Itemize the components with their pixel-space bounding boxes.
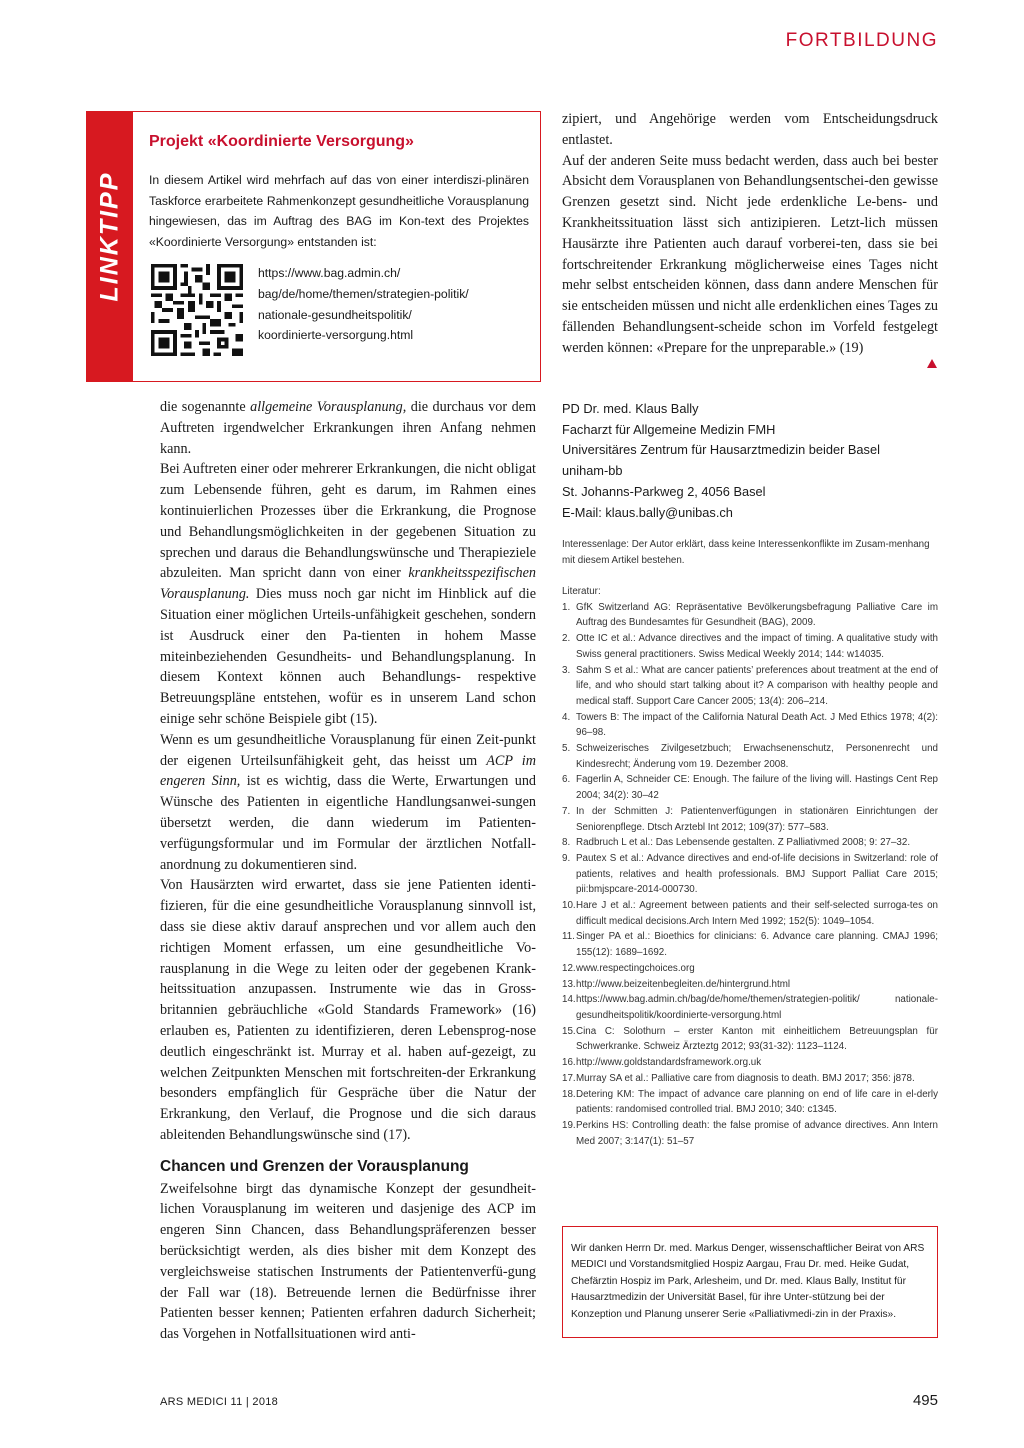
reference-text: Otte IC et al.: Advance directives and the impact of timing. A qualitative study with Swiss general practitioners. Swiss Medical Weekly 2014; 144: w14035. — [576, 633, 938, 660]
reference-item — [562, 772, 938, 803]
reference-number: 9. — [562, 852, 571, 864]
reference-number: 19. — [562, 1119, 576, 1131]
body-paragraph: Wenn es um gesundheitliche Vorausplanung für einen Zeit-punkt der eigenen Urteilsunfähigkeit geht, das heisst um ACP im engeren Sinn, ist es wichtig, dass die Werte, Erwartungen und Wünsche des Patienten in eigentliche Handlungsanwei-sungen übersetzt werden, die dann wiederum im Patienten-verfügungsformular und im Formular der ärztlichen Notfall-anordnung zu dokumentieren sind. — [160, 731, 537, 873]
reference-item — [562, 1055, 938, 1071]
author-address: St. Johanns-Parkweg 2, 4056 Basel — [562, 483, 766, 499]
reference-text: Murray SA et al.: Palliative care from diagnosis to death. BMJ 2017; 356: j878. — [576, 1072, 915, 1084]
reference-text: Detering KM: The impact of advance care planning on end of life care in el-derly patients: randomised controlled trial. BMJ 2010; 340: c1345. — [576, 1088, 938, 1116]
reference-item — [562, 741, 938, 772]
body-paragraph: die sogenannte allgemeine Vorausplanung, die durchaus vor dem Auftreten irgendwelcher Erkrankungen ihren Anfang nehmen kann. — [160, 399, 537, 457]
reference-number: 2. — [562, 633, 571, 645]
url-line: bag/de/home/themen/strategien-politik/ — [258, 286, 469, 301]
reference-number: 14. — [562, 994, 576, 1006]
reference-text: Pautex S et al.: Advance directives and end-of-life decisions in Switzerland: role of patients, relatives and health professionals. BMJ Support Palliat Care 2015; pii:bmjspcare-2014-000730. — [576, 852, 938, 896]
reference-text: Hare J et al.: Agreement between patients and their self-selected surroga-tes on difficult medical decisions.Arch Intern Med 1992; 152(5): 1049–1054. — [576, 900, 938, 927]
url-line: koordinierte-versorgung.html — [258, 328, 414, 343]
reference-number: 16. — [562, 1057, 576, 1069]
reference-item — [562, 631, 938, 662]
reference-text: Radbruch L et al.: Das Lebensende gestalten. Z Palliativmed 2008; 9: 27–32. — [576, 837, 911, 849]
reference-item — [562, 961, 938, 977]
footer-journal: ARS MEDICI 11 | 2018 — [160, 1396, 279, 1408]
reference-number: 1. — [562, 601, 571, 613]
reference-item — [562, 992, 938, 1023]
body-paragraph: Bei Auftreten einer oder mehrerer Erkrankungen, die nicht obligat zum Lebensende führen, geht es darum, im Rahmen eines kontinuierlichen Prozesses über die Erkrankung, die Prognose und Behandlungsmöglichkeiten in der gegebenen Situation zu sprechen und daraus die Behandlungswünsche und Therapieziele abzuleiten. Man spricht dann von einer krankheitsspezifischen Vorausplanung. Dies muss noch gar nicht im Hinblick auf die Situation einer möglichen Urteils-unfähigkeit geschehen, sondern ist Ausdruck einer den Pa-tienten in hohem Masse miteinbeziehenden Gesundheits- und Behandlungsplanung. In diesem Kontext können auch Behandlungs- respektive Betreuungspläne entstehen, wofür es in unserem Land schon einige sehr schöne Beispiele gibt (15). — [160, 461, 536, 727]
body-paragraph: Zweifelsohne birgt das dynamische Konzept der gesundheit-lichen Vorausplanung im weiteren und dasjenige des ACP im engeren Sinn Chancen, dass Behandlungspräferenzen besser berücksichtigt werden, als dies bisher mit dem Konzept des vergleichsweise statischen Instruments der Patientenverfü-gung der Fall war (18). Betreuende lernen die Bedürfnisse ihrer Patienten besser kennen; Patienten erfahren dadurch Sicherheit; das Vorgehen in Notfallsituationen wird anti- — [160, 1180, 536, 1343]
reference-number: 17. — [562, 1072, 576, 1084]
reference-text: http://www.beizeitenbegleiten.de/hintergrund.html — [576, 978, 791, 990]
reference-number: 4. — [562, 711, 571, 723]
author-info — [562, 399, 880, 523]
author-institution: Universitäres Zentrum für Hausarztmedizin beider Basel — [562, 442, 880, 458]
reference-item — [562, 663, 938, 710]
body-paragraph: zipiert, und Angehörige werden vom Entscheidungsdruck entlastet. — [562, 111, 938, 148]
reference-number: 7. — [562, 805, 571, 817]
author-title: Facharzt für Allgemeine Medizin FMH — [562, 421, 776, 437]
reference-number: 15. — [562, 1025, 576, 1037]
page-number: 495 — [912, 1392, 938, 1409]
reference-text: http://www.goldstandardsframework.org.uk — [576, 1057, 762, 1069]
reference-text: In der Schmitten J: Patientenverfügungen in stationären Einrichtungen der Seniorenpflege. Dtsch Arztebl Int 2012; 109(37): 577–583. — [576, 805, 938, 833]
reference-text: GfK Switzerland AG: Repräsentative Bevölkerungsbefragung Palliative Care im Auftrag des Bundesamtes für Gesundheit (BAG), 2009. — [576, 601, 938, 629]
url-line: nationale-gesundheitspolitik/ — [258, 307, 412, 322]
reference-number: 18. — [562, 1088, 576, 1100]
reference-item — [562, 1071, 938, 1087]
linktipp-box — [133, 111, 541, 382]
reference-text: https://www.bag.admin.ch/bag/de/home/themen/strategien-politik/ nationale-gesundheitspolitik/koordinierte-versorgung.html — [576, 994, 938, 1021]
reference-item — [562, 710, 938, 741]
reference-item — [562, 1087, 938, 1118]
body-paragraph: Von Hausärzten wird erwartet, dass sie jene Patienten identi-fizieren, für die eine gesundheitliche Vorausplanung sinnvoll ist, dass sie diese aktiv darauf ansprechen und vor allem auch den richtigen Moment erfassen, um eine gesundheitliche Vo-rausplanung in die Wege zu leiten oder der gegebenen Krank-heitssituation anzupassen. Instrumente wie das in Gross-britannien gebräuchliche «Gold Standards Framework» (16) erlauben es, Patienten zu identifizieren, deren Lebensprog-nose deutlich eingeschränkt ist. Murray et al. haben auf-gezeigt, zu welchen Zeitpunkten Menschen mit fortschreiten-der Erkrankung besonders empfänglich für Gespräche über die Natur der Erkrankung, den Verlauf, die Prognose und die sich daraus ableitenden Behandlungswünsche sind (17). — [160, 877, 536, 1143]
linktipp-url[interactable] — [258, 263, 469, 346]
reference-number: 8. — [562, 837, 571, 849]
linktipp-text: In diesem Artikel wird mehrfach auf das von einer interdiszi-plinären Taskforce erarbeitete Rahmenkonzept gesundheitliche Vorausplanung hingewiesen, das im Auftrag des BAG im Kon-text des Projektes «Koordinierte Versorgung» entstanden ist: — [149, 173, 529, 249]
linktipp-tab-label: LINKTIPP — [95, 171, 124, 302]
linktipp-title: Projekt «Koordinierte Versorgung» — [149, 133, 414, 150]
reference-number: 5. — [562, 743, 571, 755]
literature-list — [562, 584, 938, 1149]
left-column — [160, 397, 536, 1345]
url-line: https://www.bag.admin.ch/ — [258, 266, 401, 280]
reference-text: www.respectingchoices.org — [576, 962, 695, 974]
qr-code-icon — [151, 264, 243, 356]
reference-text: Schweizerisches Zivilgesetzbuch; Erwachsenenschutz, Personenrecht und Kindesrecht; Änderung vom 19. Dezember 2008. — [576, 743, 938, 770]
reference-text: Towers B: The impact of the California Natural Death Act. J Med Ethics 1978; 4(2): 96–98. — [576, 711, 938, 739]
reference-item — [562, 1118, 938, 1149]
acknowledgement-box: Wir danken Herrn Dr. med. Markus Denger, wissenschaftlicher Beirat von ARS MEDICI und Vorstandsmitglied Hospiz Aargau, Frau Dr. med. Heike Gudat, Chefärztin Hospiz im Park, Arlesheim, und Dr. med. Klaus Bally, Institut für Hausarztmedizin der Universität Basel, für ihre Unter-stützung bei der Konzeption und Planung unserer Serie «Palliativmedi-zin in der Praxis». — [562, 1226, 938, 1338]
reference-item — [562, 898, 938, 929]
reference-number: 3. — [562, 664, 571, 676]
reference-text: Singer PA et al.: Bioethics for clinicians: 6. Advance care planning. CMAJ 1996; 155(12): 1689–1692. — [576, 931, 938, 959]
reference-text: Sahm S et al.: What are cancer patients’ preferences about treatment at the end of life, and who should start talking about it? A comparison with healthy people and medical staff. Support Care Cancer 2005; 13(4): 206–214. — [576, 664, 938, 707]
author-email[interactable]: E-Mail: klaus.bally@unibas.ch — [562, 504, 733, 520]
reference-text: Perkins HS: Controlling death: the false promise of advance directives. Ann Intern Med 2007; 3:147(1): 51–57 — [576, 1119, 938, 1147]
reference-item — [562, 1024, 938, 1055]
reference-item — [562, 600, 938, 631]
section-heading: Chancen und Grenzen der Vorausplanung — [160, 1157, 469, 1175]
reference-item — [562, 977, 938, 993]
linktipp-tab — [86, 111, 133, 382]
reference-item — [562, 835, 938, 851]
author-name: PD Dr. med. Klaus Bally — [562, 401, 699, 416]
body-paragraph: Auf der anderen Seite muss bedacht werden, dass auch bei bester Absicht dem Vorausplanen von Behandlungsentschei-den gewisse Grenzen gesetzt sind. Nicht jede erdenkliche Le-bens- und Krankheitssituation lässt sich antizipieren. Letzt-lich müssen Hausärzte ihre Patienten auch darauf vorberei-ten, dass sie bei fortschreitender Erkrankung möglicherweise eines Tages nicht mehr selbst entscheiden können, dass dann andere Menschen für sie entscheiden müssen und nicht alle erdenklichen eines Tages zu fällenden Behandlungsent-scheide schon im Vorfeld festgelegt werden können: «Prepare for the unpreparable.» (19) — [562, 152, 938, 356]
author-unit: uniham-bb — [562, 463, 623, 479]
reference-item — [562, 851, 938, 898]
literature-heading: Literatur: — [562, 586, 601, 597]
right-column-text — [562, 109, 938, 359]
reference-number: 6. — [562, 774, 571, 786]
end-triangle-icon — [927, 359, 937, 368]
reference-number: 13. — [562, 978, 576, 990]
reference-number: 11. — [562, 931, 575, 943]
reference-number: 10. — [562, 900, 576, 912]
reference-text: Cina C: Solothurn – erster Kanton mit einheitlichem Betreuungsplan für Schwerkranke. Schweiz Ärzteztg 2012; 93(31-32): 1123–1124. — [576, 1025, 938, 1053]
reference-item — [562, 804, 938, 835]
reference-text: Fagerlin A, Schneider CE: Enough. The failure of the living will. Hastings Cent Rep 2004; 34(2): 30–42 — [576, 774, 938, 802]
section-label: FORTBILDUNG — [785, 30, 938, 51]
conflict-statement: Interessenlage: Der Autor erklärt, dass keine Interessenkonflikte im Zusam-menhang mit diesem Artikel bestehen. — [562, 539, 930, 566]
reference-number: 12. — [562, 962, 576, 974]
reference-item — [562, 929, 938, 960]
